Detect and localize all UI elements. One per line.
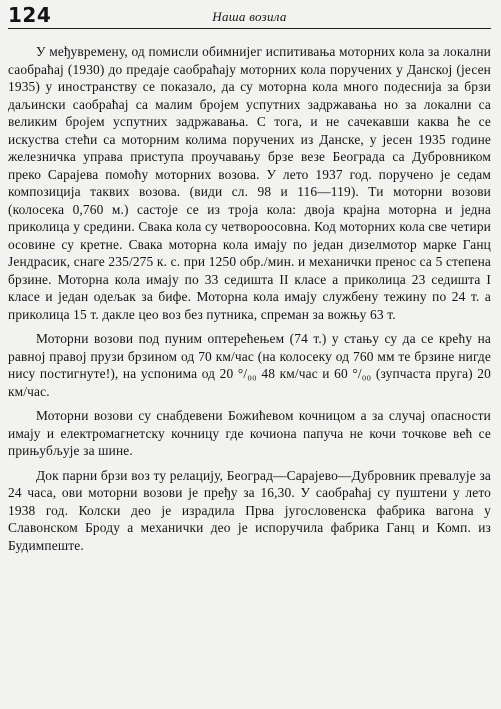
page-body (8, 43, 491, 554)
page-number: 124 (8, 3, 52, 27)
paragraph: Моторни возови су снабдевени Божићевом кочницом а за случај опасности имају и електромагнетску кочницу где кочиона папуча не кочи точкове већ се прињубљује за шине. (8, 408, 491, 458)
running-title: Наша возила (212, 9, 287, 24)
paragraph: Док парни брзи воз ту релацију, Београд—Сарајево—Дубровник превалује за 24 часа, ови моторни возови је пређу за 16,30. У саобраћај су пуштени у лето 1938 год. Колски део је израдила Прва југословенска фабрика вагона у Славонском Броду а механички део је испоручила фабрика Ганц и Комп. из Будимпеште. (8, 467, 491, 553)
paragraph: У међувремену, од помисли обимнијег испитивања моторних кола за локални саобраћај (1930) до предаје саобраћају моторних кола поручених у Данској (јесен 1935) у иностранству се показало, да су моторна кола много подеснија за брзи даљински саобраћај са малим бројем успутних задржавања но за локални са великим бројем успутних задржавања. С тога, и не сачекавши каква ће се искуства стећи са моторним колима поручених из Данске, у јесен 1935 године железничка управа приступа проучавању брзе везе Београда са Дубровником преко Сарајева помоћу моторних возова. У лето 1937 год. поручено је седам композиција таквих возова. (види сл. 98 и 116—119). Ти моторни возови (колосека 0,760 м.) састоје се из троја кола: двоја крајна моторна и једна приколица у средини. Свака кола су четвороосовна. Код моторних кола све четири осовине су кретне. Свака моторна кола имају по један дизелмотор марке Ганц Јендрасик, снаге 235/275 к. с. при 1250 обр./мин. и механички пренос са 5 степена брзине. Моторна кола имају по 33 седишта II класе а приколица 23 седишта I класе и један одељак за бифе. Моторна кола имају службену тежину по 24 т. а приколица 15 т. дакле цео воз без путника, спреман за вожњу 63 т. (8, 44, 491, 322)
paragraph: Моторни возови под пуним оптерећењем (74 т.) у стању су да се крећу на равној правој прузи брзином од 70 км/час (на колосеку од 760 мм те брзине нигде нису постигнуте!), на успонима од 20 °/₀₀ 48 км/час и 60 °/₀₀ (зупчаста пруга) 20 км/час. (8, 331, 491, 399)
page-header (8, 3, 491, 29)
